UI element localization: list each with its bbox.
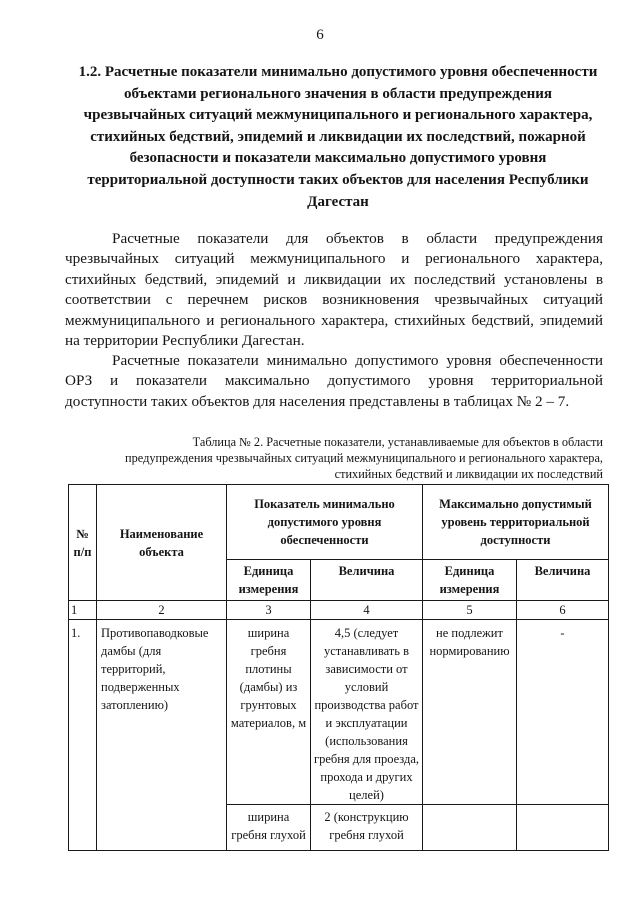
header-max-access: Максимально допустимый уровень территориальной доступности bbox=[423, 485, 609, 560]
header-value-2: Величина bbox=[517, 560, 609, 601]
paragraph-1 bbox=[65, 229, 603, 351]
row-unit: ширина гребня глухой bbox=[227, 805, 311, 851]
row-value: 2 (конструкцию гребня глухой bbox=[311, 805, 423, 851]
paragraph-1-line: стихийных бедствий, эпидемий и ликвидации их последствий установлены в bbox=[65, 270, 603, 288]
paragraph-2-line: доступности таких объектов для населения представлены в таблицах № 2 – 7. bbox=[65, 392, 570, 410]
row-value-2-empty bbox=[517, 805, 609, 851]
table-caption-line: предупреждения чрезвычайных ситуаций межмуниципального и регионального характера, bbox=[125, 451, 603, 465]
column-number-row bbox=[69, 601, 609, 620]
row-unit: ширина гребня плотины (дамбы) из грунтовых материалов, м bbox=[227, 620, 311, 805]
paragraph-1-line: на территории Республики Дагестан. bbox=[65, 332, 305, 350]
header-name: Наименование объекта bbox=[97, 485, 227, 601]
header-num: № п/п bbox=[69, 485, 97, 601]
paragraph-1-line: чрезвычайных ситуаций межмуниципального и регионального характера, bbox=[65, 250, 603, 268]
header-value: Величина bbox=[311, 560, 423, 601]
paragraph-1-line: межмуниципального и регионального характера, стихийных бедствий, эпидемий bbox=[65, 311, 603, 329]
paragraph-2-line: ОРЗ и показатели максимально допустимого уровня территориальной bbox=[65, 372, 603, 390]
paragraph-2 bbox=[65, 351, 603, 412]
table-header-row bbox=[69, 485, 609, 560]
row-value-2: - bbox=[517, 620, 609, 805]
paragraph-1-line: соответствии с перечнем рисков возникновения чрезвычайных ситуаций bbox=[65, 291, 603, 309]
column-number: 3 bbox=[227, 601, 311, 620]
paragraph-2-line: Расчетные показатели минимально допустимого уровня обеспеченности bbox=[112, 352, 603, 369]
header-unit-2: Единица измерения bbox=[423, 560, 517, 601]
section-heading: 1.2. Расчетные показатели минимально допустимого уровня обеспеченности объектами регионального значения в области предупреждения чрезвычайных ситуаций межмуниципального и регионального характера, стихийных бедствий, эпидемий и ликвидации их последствий, пожарной безопасности и показатели максимально допустимого уровня территориальной доступности таких объектов для населения Республики Дагестан bbox=[78, 64, 598, 210]
page-number: 6 bbox=[316, 27, 324, 43]
table-caption-line: стихийных бедствий и ликвидации их последствий bbox=[334, 467, 603, 481]
header-min-level: Показатель минимально допустимого уровня обеспеченности bbox=[227, 485, 423, 560]
row-value: 4,5 (следует устанавливать в зависимости от условий производства работ и эксплуатации (использования гребня для проезда, прохода и других целей) bbox=[311, 620, 423, 805]
row-object-name: Противопаводковые дамбы (для территорий, подверженных затоплению) bbox=[97, 620, 227, 851]
paragraph-1-line: Расчетные показатели для объектов в области предупреждения bbox=[112, 230, 603, 247]
indicators-table bbox=[68, 484, 609, 851]
column-number: 1 bbox=[69, 601, 97, 620]
table-caption-line: Таблица № 2. Расчетные показатели, устанавливаемые для объектов в области bbox=[192, 435, 603, 449]
column-number: 2 bbox=[97, 601, 227, 620]
column-number: 4 bbox=[311, 601, 423, 620]
column-number: 5 bbox=[423, 601, 517, 620]
row-num: 1. bbox=[69, 620, 97, 851]
header-unit: Единица измерения bbox=[227, 560, 311, 601]
table-row bbox=[69, 620, 609, 805]
row-unit-2-empty bbox=[423, 805, 517, 851]
table-caption bbox=[95, 434, 603, 482]
column-number: 6 bbox=[517, 601, 609, 620]
row-unit-2: не подлежит нормированию bbox=[423, 620, 517, 805]
